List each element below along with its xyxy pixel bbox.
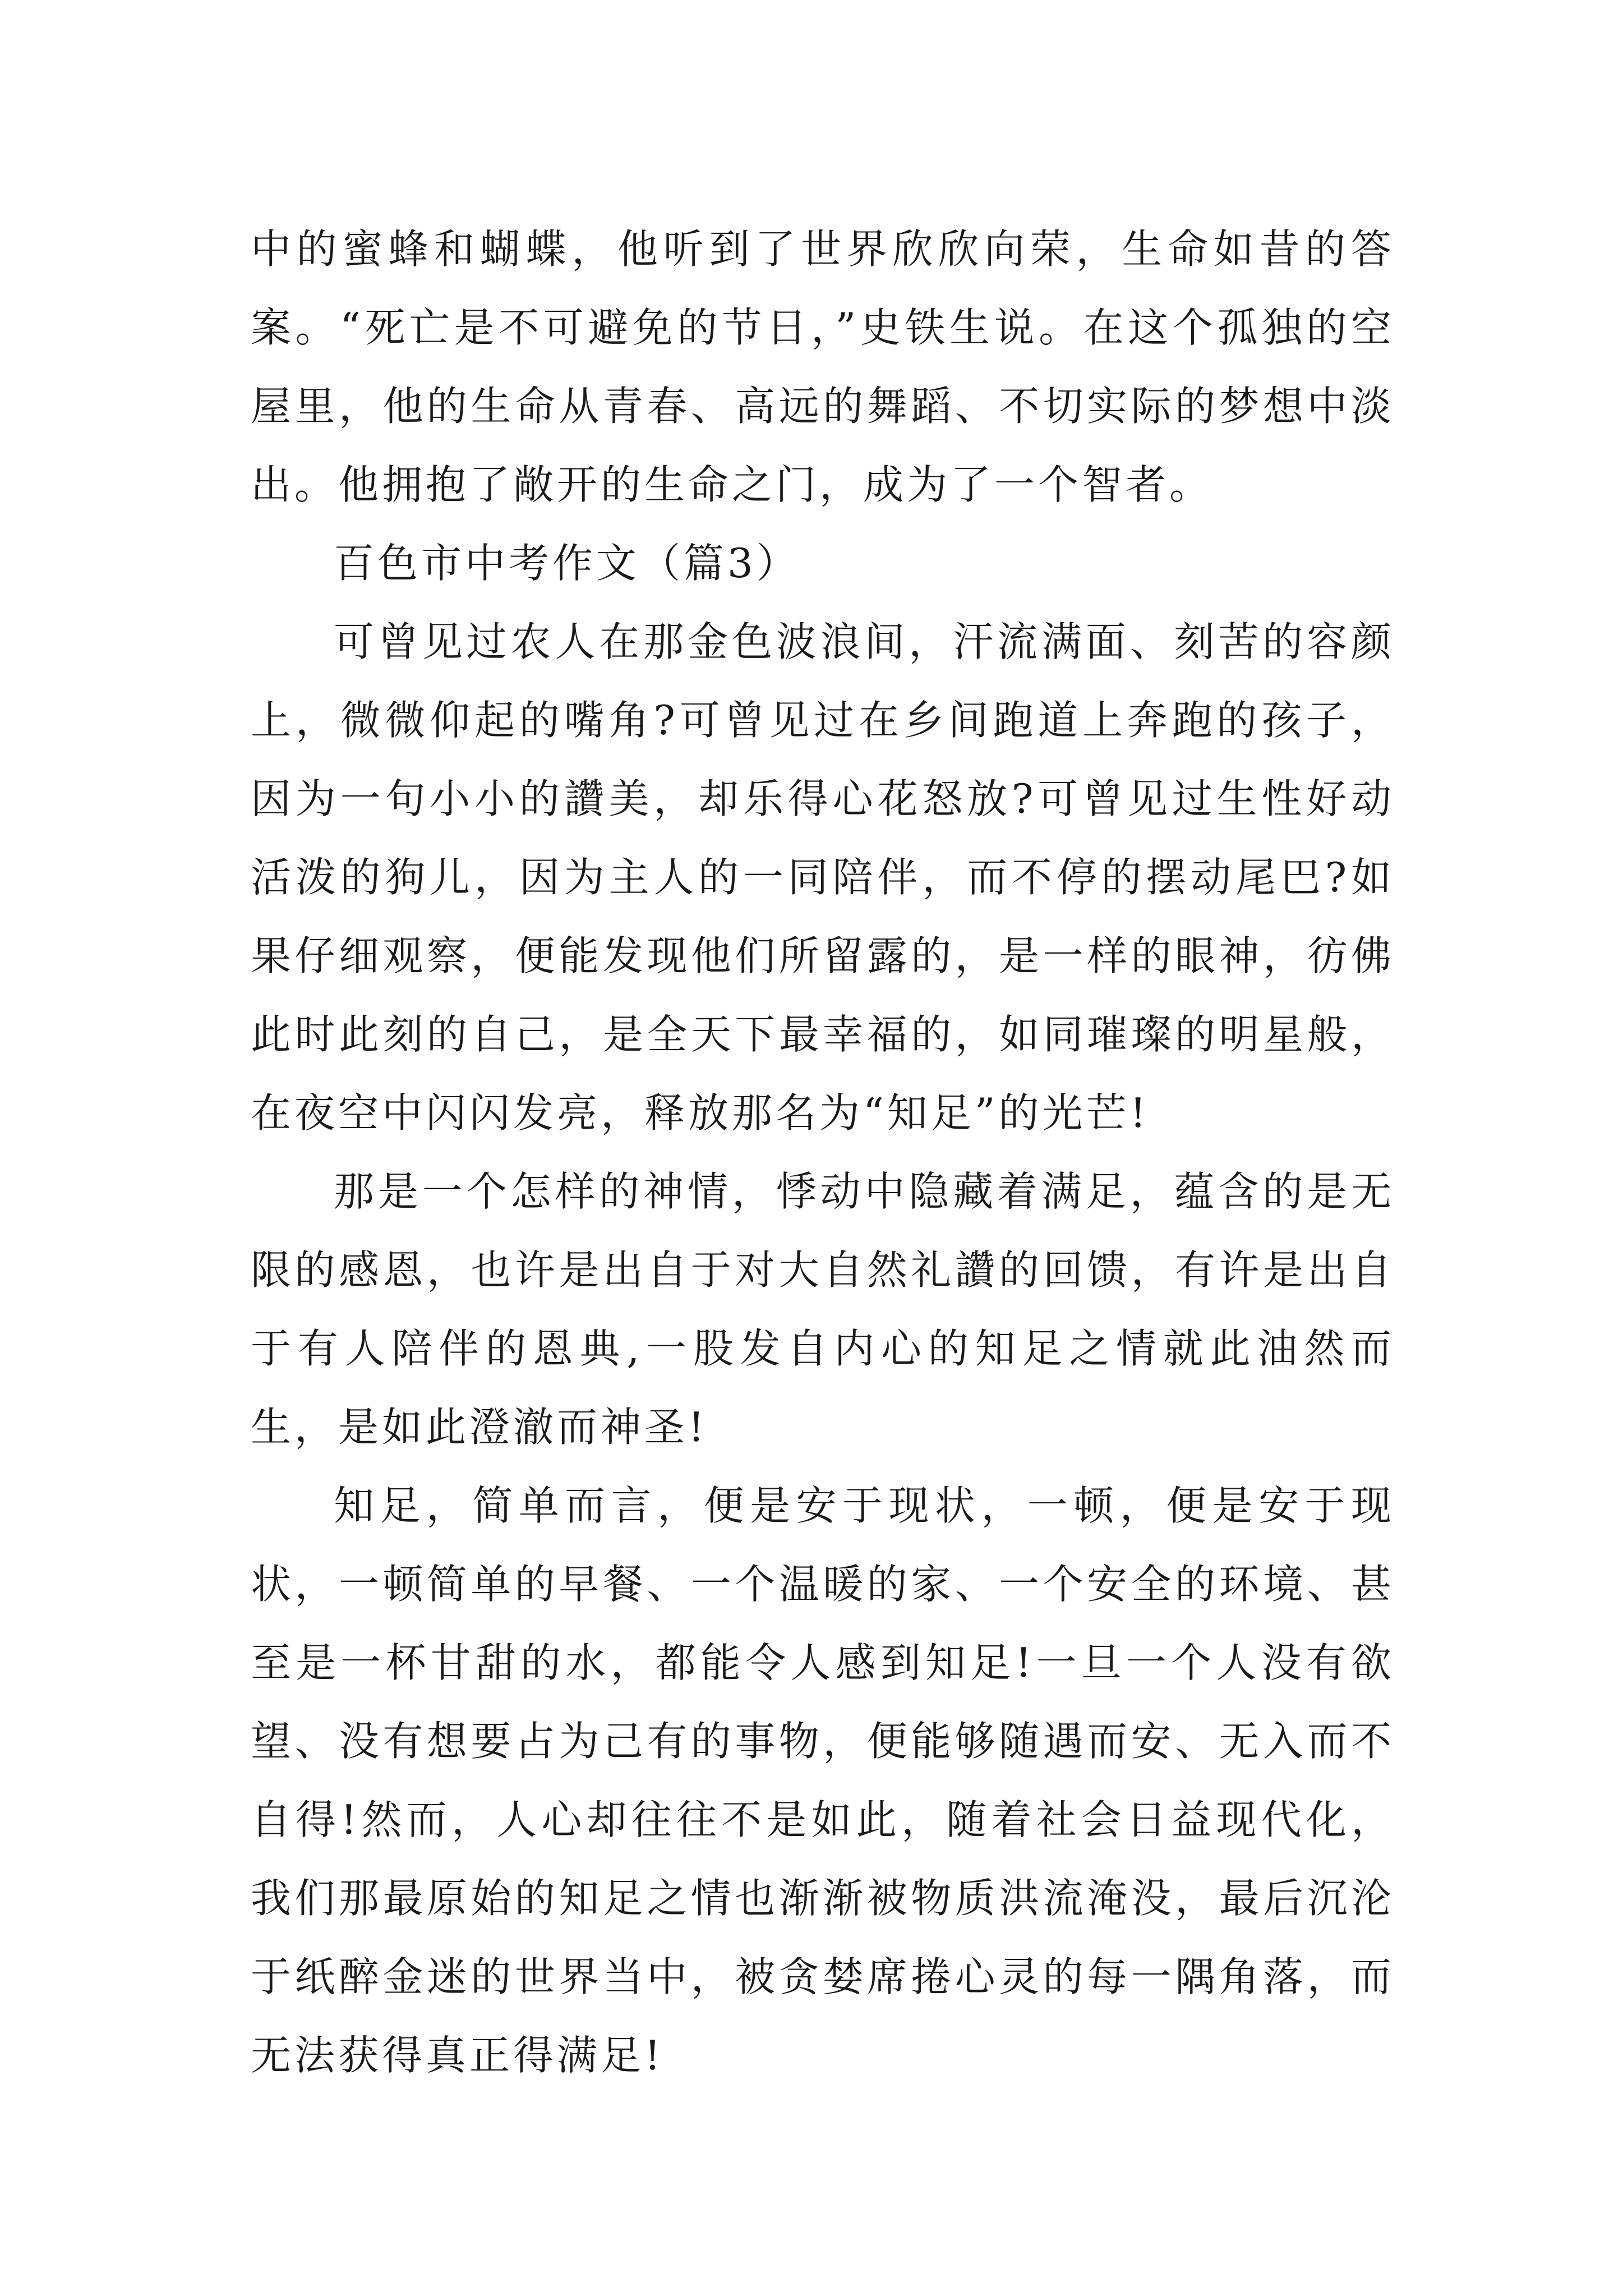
paragraph-2: 那是一个怎样的神情，悸动中隐藏着满足，蕴含的是无限的感恩，也许是出自于对大自然礼讚的回馈，有许是出自于有人陪伴的恩典,一股发自内心的知足之情就此油然而生，是如此澄澈而神圣! bbox=[251, 1168, 1395, 1451]
body-text bbox=[251, 210, 1395, 2095]
paragraph-3: 知足，简单而言，便是安于现状，一顿，便是安于现状，一顿简单的早餐、一个温暖的家、一个安全的环境、甚至是一杯甘甜的水，都能令人感到知足!一旦一个人没有欲望、没有想要占为己有的事物，便能够随遇而安、无入而不自得!然而，人心却往往不是如此，随着社会日益现代化，我们那最原始的知足之情也渐渐被物质洪流淹没，最后沉沦于纸醉金迷的世界当中，被贪婪席捲心灵的每一隅角落，而无法获得真正得满足! bbox=[251, 1482, 1395, 2079]
paragraph-continued: 中的蜜蜂和蝴蝶，他听到了世界欣欣向荣，生命如昔的答案。“死亡是不可避免的节日，”史铁生说。在这个孤独的空屋里，他的生命从青春、高远的舞蹈、不切实际的梦想中淡出。他拥抱了敞开的生命之门，成为了一个智者。 bbox=[251, 226, 1395, 508]
paragraph-1: 可曾见过农人在那金色波浪间，汗流满面、刻苦的容颜上，微微仰起的嘴角?可曾见过在乡间跑道上奔跑的孩子，因为一句小小的讚美，却乐得心花怒放?可曾见过生性好动活泼的狗儿，因为主人的一同陪伴，而不停的摆动尾巴?如果仔细观察，便能发现他们所留露的，是一样的眼神，彷佛此时此刻的自己，是全天下最幸福的，如同璀璨的明星般，在夜空中闪闪发亮，释放那名为“知足”的光芒! bbox=[251, 618, 1395, 1137]
section-heading: 百色市中考作文（篇3） bbox=[334, 540, 800, 587]
